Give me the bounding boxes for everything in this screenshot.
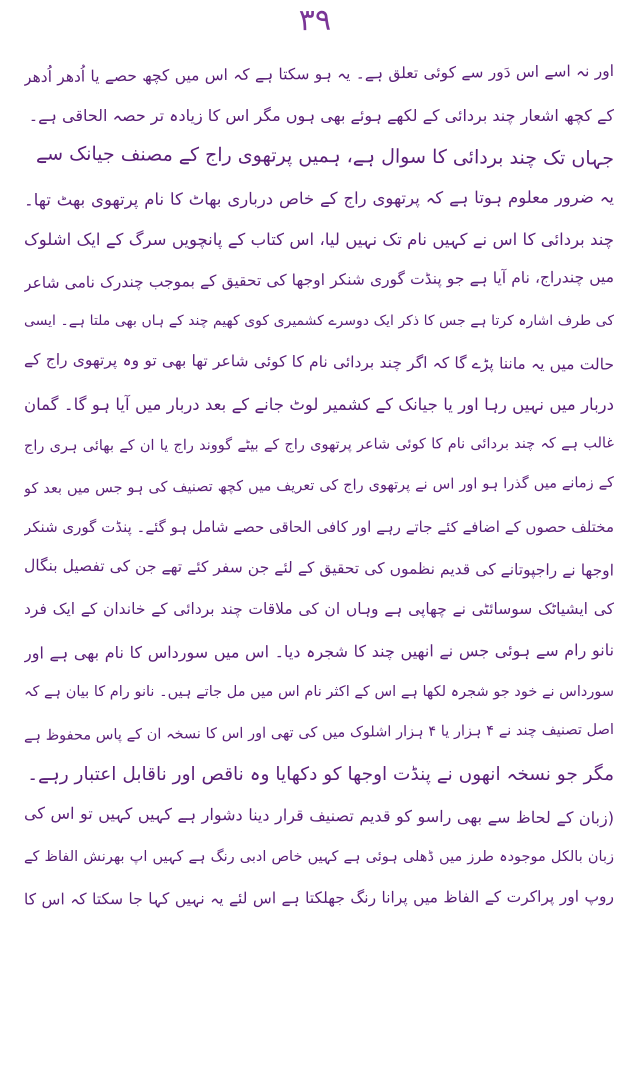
text-line: کی ایشیاٹک سوسائٹی نے چھاپی ہے وہاں ان کی ملاقات چند بردائی کے خاندان کے ایک فرد bbox=[24, 600, 614, 619]
text-line: مگر جو نسخہ انھوں نے پنڈت اوجھا کو دکھایا وہ ناقص اور ناقابل اعتبار رہے۔ bbox=[27, 764, 614, 786]
text-line: کی طرف اشارہ کرتا ہے جس کا ذکر ایک دوسرے کشمیری کوی کھیم چند کے ہاں بھی ملتا ہے۔ ایسی bbox=[24, 313, 614, 330]
text-line: جہاں تک چند بردائی کا سوال ہے، ہمیں پرتھوی راج کے مصنف جیانک سے bbox=[35, 142, 615, 170]
text-line: سورداس نے خود جو شجرہ لکھا ہے اس کے اکثر نام اس میں مل جاتے ہیں۔ نانو رام کا بیان ہے کہ bbox=[24, 683, 614, 700]
text-line: کے زمانے میں گذرا ہو اور اس نے پرتھوی راج کی تعریف میں کچھ تصنیف کی ہو جس میں بعد کو bbox=[23, 474, 615, 497]
text-line: اور نہ اسے اس دَور سے کوئی تعلق ہے۔ یہ ہو سکتا ہے کہ اس میں کچھ حصے یا اُدھر اُدھر bbox=[23, 61, 615, 87]
text-line: چند بردائی کا اس نے کہیں نام تک نہیں لیا، اس کتاب کے پانچویں سرگ کے ایک اشلوک bbox=[24, 229, 614, 249]
text-line: غالب ہے کہ چند بردائی نام کا کوئی شاعر پرتھوی راج کے بیٹے گووند راج یا ان کے بھائی ہری راج bbox=[23, 435, 615, 455]
page-number: ۳۹ bbox=[298, 2, 332, 39]
text-line: نانو رام سے ہوئی جس نے انھیں چند کا شجرہ دیا۔ اس میں سورداس کا نام بھی ہے اور bbox=[23, 640, 615, 663]
text-line: (زبان کے لحاظ سے بھی راسو کو قدیم تصنیف قرار دینا دشوار ہے کہیں کہیں تو اس کی bbox=[23, 803, 615, 828]
text-line: کے کچھ اشعار چند بردائی کے لکھے ہوئے بھی ہوں مگر اس کا زیادہ تر حصہ الحاقی ہے۔ bbox=[28, 106, 614, 126]
text-line: زبان بالکل موجودہ طرز میں ڈھلی ہوئی ہے کہیں خاص ادبی رنگ ہے کہیں اپ بھرنش الفاظ کے bbox=[24, 848, 614, 865]
text-line: اصل تصنیف چند نے ۴ ہزار یا ۴ ہزار اشلوک میں کی تھی اور اس کا نسخہ ان کے پاس محفوظ ہے bbox=[23, 721, 615, 745]
text-line: میں چندراج، نام آیا ہے جو پنڈت گوری شنکر اوجھا کی تحقیق کے بموجب چندرک نامی شاعر bbox=[23, 267, 615, 293]
text-line: روپ اور پراکرت کے الفاظ میں پرانا رنگ جھلکتا ہے اس لئے یہ نہیں کہا جا سکتا کہ اس کا bbox=[23, 887, 615, 909]
text-body bbox=[24, 54, 614, 919]
text-line: اوجھا نے راجپوتانے کی قدیم نظموں کی تحقیق کے لئے جن سفر کئے تھے جن کی تفصیل بنگال bbox=[23, 556, 615, 580]
text-line: یہ ضرور معلوم ہوتا ہے کہ پرتھوی راج کے خاص درباری بھاٹ کا نام پرتھوی بھٹ تھا۔ bbox=[23, 187, 615, 210]
text-line: دربار میں نہیں رہا اور یا جیانک کے کشمیر لوٹ جانے کے بعد دربار میں آیا ہو گا۔ گمان bbox=[24, 394, 614, 414]
text-line: حالت میں یہ ماننا پڑے گا کہ اگر چند بردائی نام کا کوئی شاعر تھا بھی تو وہ پرتھوی راج کے bbox=[23, 350, 615, 374]
text-line: مختلف حصوں کے اضافے کئے جاتے رہے اور کافی الحاقی حصے شامل ہو گئے۔ پنڈت گوری شنکر bbox=[24, 518, 614, 537]
